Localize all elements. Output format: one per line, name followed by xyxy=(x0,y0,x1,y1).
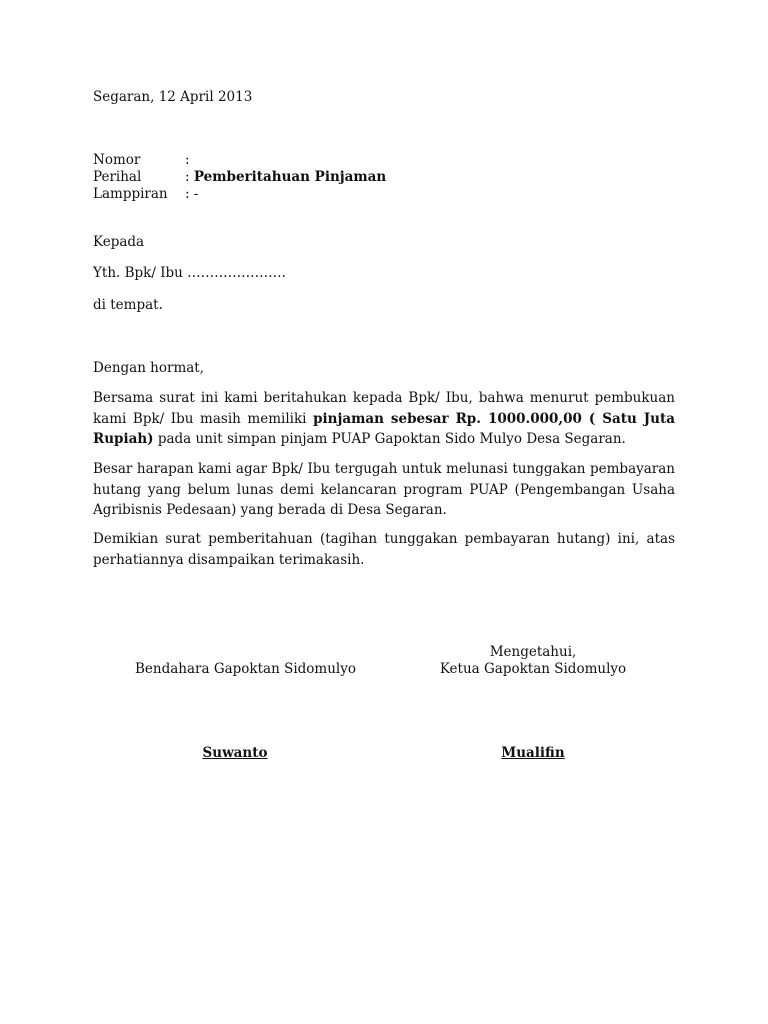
lampiran-value: : - xyxy=(185,186,199,202)
perihal-label: Perihal xyxy=(93,169,142,185)
loan-amount: pinjaman sebesar Rp. 1000.000,00 ( Satu Juta Rupiah) xyxy=(93,410,675,447)
recipient-yth: Yth. Bpk/ Ibu …………………. xyxy=(93,265,286,281)
right-signatory-name xyxy=(433,744,633,762)
perihal-row xyxy=(185,168,386,186)
right-name-text: Mualifin xyxy=(501,745,565,761)
place-date: Segaran, 12 April 2013 xyxy=(93,89,253,105)
perihal-value: Pemberitahuan Pinjaman xyxy=(193,169,387,185)
paragraph-1-end: pada unit simpan pinjam PUAP Gapoktan Sido Mulyo Desa Segaran. xyxy=(153,431,626,447)
right-acknowledge: Mengetahui, xyxy=(489,644,577,660)
salutation: Dengan hormat, xyxy=(93,360,205,376)
recipient-tempat: di tempat. xyxy=(93,297,163,313)
paragraph-1 xyxy=(93,388,675,450)
recipient-kepada: Kepada xyxy=(93,234,145,250)
paragraph-1-start: Bersama surat ini kami beritahukan kepada Bpk/ Ibu, bahwa menurut pembukuan kami Bpk/ Ibu masih memiliki xyxy=(93,390,675,427)
paragraph-3: Demikian surat pemberitahuan (tagihan tunggakan pembayaran hutang) ini, atas perhatiannya disampaikan terimakasih. xyxy=(93,531,675,568)
left-signatory-name xyxy=(135,744,335,762)
nomor-value: : xyxy=(185,152,190,168)
right-signatory-title: Ketua Gapoktan Sidomulyo xyxy=(439,661,627,677)
paragraph-2: Besar harapan kami agar Bpk/ Ibu tergugah untuk melunasi tunggakan pembayaran hutang yang belum lunas demi kelancaran program PUAP (Pengembangan Usaha Agribisnis Pedesaan) yang berada di Desa Segaran. xyxy=(93,461,675,518)
lampiran-label: Lamppiran xyxy=(93,186,168,202)
left-name-text: Suwanto xyxy=(202,745,268,761)
nomor-label: Nomor xyxy=(93,152,141,168)
left-signatory-title: Bendahara Gapoktan Sidomulyo xyxy=(135,661,356,677)
perihal-colon: : xyxy=(185,169,190,185)
